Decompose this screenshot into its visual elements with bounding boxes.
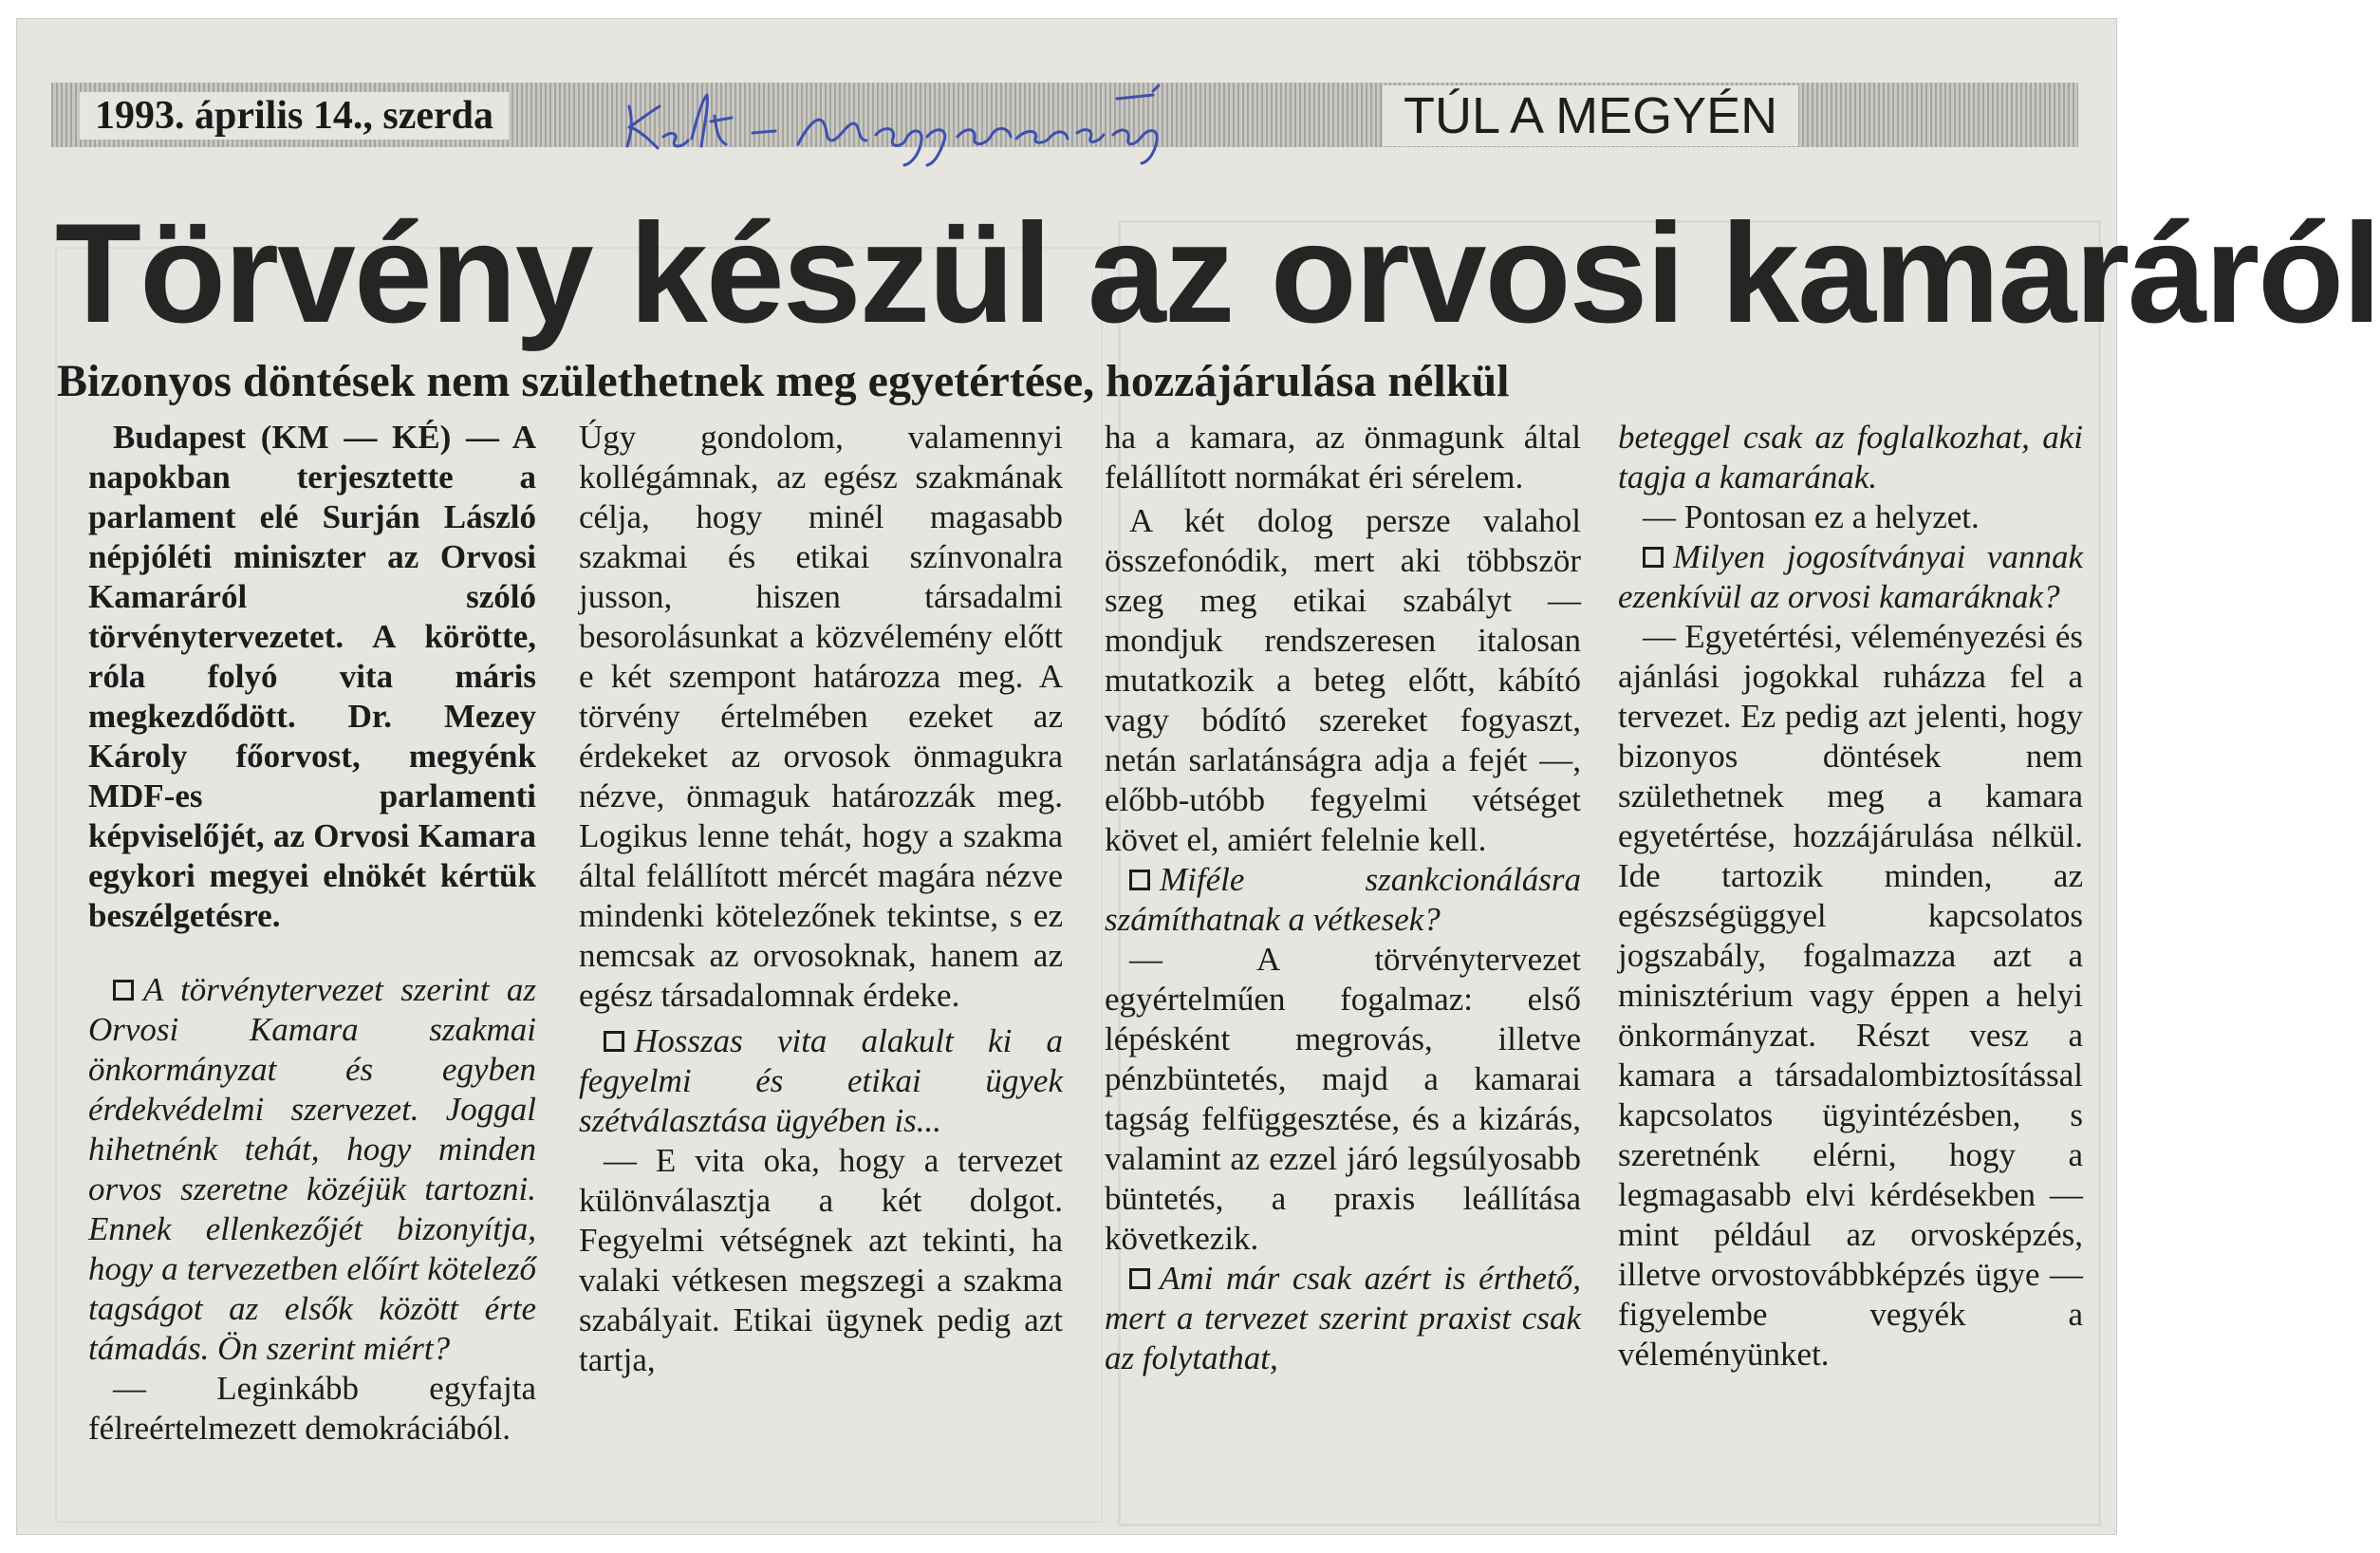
section-label: TÚL A MEGYÉN xyxy=(1383,85,1798,146)
article-column-3 xyxy=(1105,418,1581,1378)
handwritten-signature xyxy=(622,78,1229,168)
article-subheadline: Bizonyos döntések nem születhetnek meg egyetértése, hozzájárulása nélkül xyxy=(57,356,1510,406)
question-text: Milyen jogosítványai vannak ezenkívül az orvosi kamaráknak? xyxy=(1618,538,2083,615)
question-paragraph xyxy=(579,1021,1063,1141)
question-paragraph xyxy=(1105,860,1581,940)
question-box-icon xyxy=(1129,1268,1150,1289)
question-paragraph xyxy=(1618,537,2083,617)
article-column-1 xyxy=(88,418,536,1449)
question-paragraph: beteggel csak az foglalkozhat, aki tagja a kamarának. xyxy=(1618,419,2083,496)
answer-paragraph: A két dolog persze valahol összefonódik, mert aki többször szeg meg etikai szabályt — mondjuk rendszeresen italosan mutatkozik a beteg előtt, kábító vagy bódító szereket fogyaszt, netán sarlatánságra adja a fejét —, előbb-utóbb fegyelmi vétséget követ el, amiért felelnie kell. xyxy=(1105,502,1581,858)
answer-paragraph: Úgy gondolom, valamennyi kollégámnak, az egész szakmának célja, hogy minél magasabb szakmai és etikai színvonalra jusson, hiszen társadalmi besorolásunkat a közvélemény előtt e két szempont határozza meg. A törvény értelmében ezeket az érdekeket az orvosok önmagukra nézve, önmaguk határozzák meg. Logikus lenne tehát, hogy a szakma által felállított mércét magára nézve mindenki kötelezőnek tekintse, s ez nemcsak az orvosoknak, hanem az egész társadalomnak érdeke. xyxy=(579,419,1063,1014)
answer-paragraph: — Egyetértési, véleményezési és ajánlási jogokkal ruházza fel a tervezet. Ez pedig azt jelenti, hogy bizonyos döntések nem születhetnek meg a kamara egyetértése, hozzájárulása nélkül. Ide tartozik minden, az egészségüggyel kapcsolatos jogszabály, fogalmazza azt a minisztérium vagy éppen a helyi önkormányzat. Részt vesz a kamara a társadalombiztosítással kapcsolatos ügyintézésben, s szeretnénk elérni, hogy a legmagasabb elvi kérdésekben — mint például az orvosképzés, illetve orvostovábbképzés ügye — figyelembe vegyék a véleményünket. xyxy=(1618,618,2083,1373)
article-column-4 xyxy=(1618,418,2083,1375)
answer-paragraph: — Leginkább egyfajta félreértelmezett demokráciából. xyxy=(88,1370,536,1447)
question-box-icon xyxy=(1643,547,1664,568)
question-text: Hosszas vita alakult ki a fegyelmi és etikai ügyek szétválasztása ügyében is... xyxy=(579,1022,1063,1139)
issue-date: 1993. április 14., szerda xyxy=(80,92,509,140)
article-column-2 xyxy=(579,418,1063,1380)
answer-paragraph: — E vita oka, hogy a tervezet különválasztja a két dolgot. Fegyelmi vétségnek azt tekinti, ha valaki vétkesen megszegi a szakma szabályait. Etikai ügynek pedig azt tartja, xyxy=(579,1142,1063,1378)
article-lead: Budapest (KM — KÉ) — A napokban terjesztette a parlament elé Surján László népjóléti miniszter az Orvosi Kamaráról szóló törvénytervezetet. A körötte, róla folyó vita máris megkezdődött. Dr. Mezey Károly főorvost, megyénk MDF-es parlamenti képviselőjét, az Orvosi Kamara egykori megyei elnökét kértük beszélgetésre. xyxy=(88,419,536,934)
question-paragraph xyxy=(88,970,536,1369)
question-text: Ami már csak azért is érthető, mert a tervezet szerint praxist csak az folytathat, xyxy=(1105,1260,1581,1376)
answer-paragraph: — Pontosan ez a helyzet. xyxy=(1643,498,1980,535)
question-box-icon xyxy=(1129,870,1150,890)
question-paragraph xyxy=(1105,1259,1581,1378)
question-text: A törvénytervezet szerint az Orvosi Kamara szakmai önkormányzat és egyben érdekvédelmi szervezet. Joggal hihetnénk tehát, hogy minden orvos szeretne közéjük tartozni. Ennek ellenkezőjét bizonyítja, hogy a tervezetben előírt kötelező tagságot az elsők között érte támadás. Ön szerint miért? xyxy=(88,971,536,1367)
answer-paragraph: — A törvénytervezet egyértelműen fogalmaz: első lépésként megrovás, illetve pénzbüntetés, majd a kamarai tagság felfüggesztése, és a kizárás, valamint az ezzel járó legsúlyosabb büntetés, a praxis leállítása következik. xyxy=(1105,941,1581,1257)
question-box-icon xyxy=(113,980,134,1001)
answer-paragraph: ha a kamara, az önmagunk által felállított normákat éri sérelem. xyxy=(1105,419,1581,496)
question-box-icon xyxy=(604,1031,624,1052)
question-text: Miféle szankcionálásra számíthatnak a vétkesek? xyxy=(1105,861,1581,938)
article-headline: Törvény készül az orvosi kamaráról xyxy=(55,194,2380,352)
